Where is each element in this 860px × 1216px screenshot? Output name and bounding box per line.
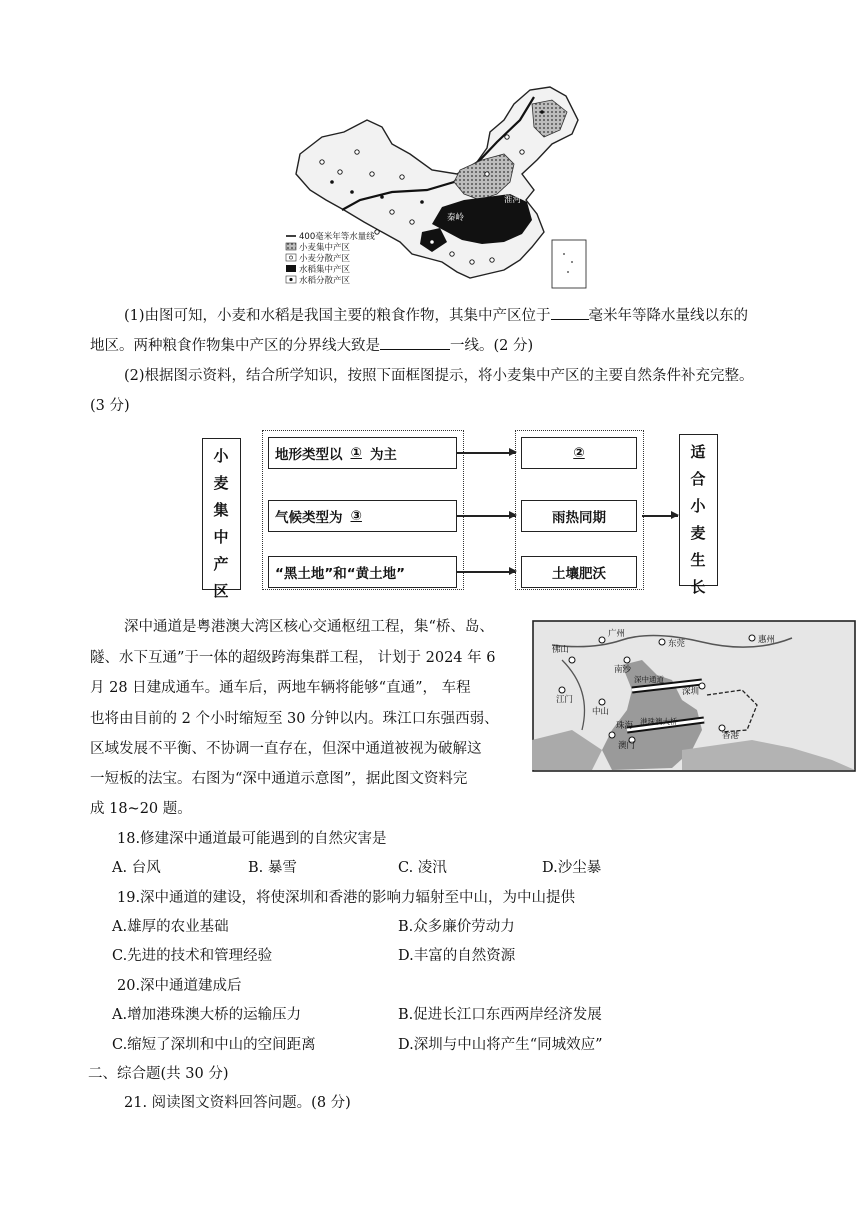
legend-label: 小麦集中产区 [299, 243, 351, 253]
climate-text: 气候类型为 [275, 510, 343, 526]
china-grain-map [282, 82, 592, 294]
q17-text: (1)由图可知，小麦和水稻是我国主要的粮食作物，其集中产区位于 [124, 308, 551, 324]
option-a[interactable]: A.增加港珠澳大桥的运输压力 [112, 1007, 302, 1023]
fertile-soil-text: 土壤肥沃 [552, 566, 606, 582]
flowchart-right-label: 适合小麦生长 [690, 443, 706, 596]
flowchart-rain-heat-box [521, 500, 637, 532]
passage-line: 也将由目前的 2 个小时缩短至 30 分钟以内。珠江口东强西弱、 [90, 711, 499, 727]
legend-label: 水稻集中产区 [299, 265, 351, 275]
place-label: 江门 [556, 695, 574, 705]
place-label: 广州 [608, 629, 626, 639]
option-a[interactable]: A. 台风 [112, 860, 161, 876]
legend-label: 小麦分散产区 [299, 254, 351, 264]
option-d[interactable]: D.深圳与中山将产生“同城效应” [398, 1037, 603, 1053]
blank-1[interactable]: ① [350, 445, 362, 461]
option-c[interactable]: C.缩短了深圳和中山的空间距离 [112, 1037, 316, 1053]
passage-line: 一短板的法宝。右图为“深中通道示意图”，据此图文资料完 [90, 771, 468, 787]
legend-label: 水稻分散产区 [299, 276, 351, 286]
blank-2[interactable]: ② [573, 445, 585, 461]
question-stem: 19.深中通道的建设，将使深圳和香港的影响力辐射至中山，为中山提供 [117, 890, 576, 906]
flowchart-left-label: 小麦集中产区 [213, 447, 229, 600]
option-d[interactable]: D.沙尘暴 [542, 860, 602, 876]
answer-blank[interactable] [380, 335, 450, 350]
place-label: 澳门 [618, 741, 636, 751]
place-label: 深中通道 [634, 675, 664, 684]
option-d[interactable]: D.丰富的自然资源 [398, 948, 516, 964]
q17-part1-line2 [90, 335, 533, 356]
place-label: 香港 [722, 731, 740, 741]
q17-part1-line1 [124, 305, 748, 326]
flowchart-fertile-soil-box [521, 556, 637, 588]
q17-part2-line2: (3 分) [90, 398, 130, 414]
arrow-right [456, 571, 516, 573]
arrow-right [456, 515, 516, 517]
section-heading: 二、综合题(共 30 分) [88, 1066, 229, 1082]
place-label: 东莞 [668, 639, 686, 649]
terrain-text-suffix: 为主 [369, 447, 397, 463]
passage-line: 月 28 日建成通车。通车后，两地车辆将能够“直通”， 车程 [90, 680, 471, 696]
place-label: 中山 [592, 707, 610, 717]
answer-blank[interactable] [551, 305, 589, 320]
flowchart-terrain-box [268, 437, 457, 469]
huaihe-label: 淮河 [504, 195, 522, 205]
q17-text: 一线。(2 分) [450, 338, 534, 354]
flowchart-right-box [679, 434, 718, 596]
place-label: 珠海 [616, 721, 634, 731]
passage-line: 成 18~20 题。 [90, 801, 192, 817]
q17-text: 毫米年等降水量线以东的 [588, 308, 749, 324]
place-label: 港珠澳大桥 [640, 717, 678, 726]
question-21: 21. 阅读图文资料回答问题。(8 分) [124, 1095, 351, 1111]
question-stem: 20.深中通道建成后 [117, 978, 242, 994]
option-b[interactable]: B.促进长江口东西两岸经济发展 [398, 1007, 602, 1023]
option-c[interactable]: C. 凌汛 [398, 860, 447, 876]
option-b[interactable]: B. 暴雪 [248, 860, 297, 876]
passage-line: 隧、水下互通”于一体的超级跨海集群工程， 计划于 2024 年 6 [90, 650, 496, 666]
terrain-text: 地形类型以 [275, 447, 343, 463]
rain-heat-text: 雨热同期 [552, 510, 606, 526]
place-label: 深圳 [682, 687, 700, 697]
flowchart-result-box-2 [521, 437, 637, 469]
passage-line: 深中通道是粤港澳大湾区核心交通枢纽工程，集“桥、岛、 [124, 619, 494, 635]
question-stem: 18.修建深中通道最可能遇到的自然灾害是 [117, 831, 387, 847]
q17-part2-line1: (2)根据图示资料，结合所学知识，按照下面框图提示，将小麦集中产区的主要自然条件补充完整。 [124, 368, 754, 384]
place-label: 惠州 [758, 635, 776, 645]
flowchart-climate-box [268, 500, 457, 532]
q17-text: 地区。两种粮食作物集中产区的分界线大致是 [90, 338, 380, 354]
place-label: 南沙 [614, 665, 632, 675]
flowchart-soil-box [268, 556, 457, 588]
legend-label: 400毫米年等水量线 [299, 232, 375, 242]
flowchart-left-box [202, 438, 241, 600]
place-label: 佛山 [552, 645, 570, 655]
arrow-right [642, 515, 678, 517]
option-a[interactable]: A.雄厚的农业基础 [112, 919, 229, 935]
south-china-sea-inset [552, 240, 586, 288]
shenzhong-link-map [532, 620, 856, 772]
arrow-right [456, 452, 516, 454]
passage-line: 区域发展不平衡、不协调一直存在，但深中通道被视为破解这 [90, 741, 482, 757]
option-c[interactable]: C.先进的技术和管理经验 [112, 948, 273, 964]
qinling-label: 秦岭 [447, 213, 465, 223]
soil-text: “黑土地”和“黄土地” [275, 566, 405, 582]
option-b[interactable]: B.众多廉价劳动力 [398, 919, 515, 935]
blank-3[interactable]: ③ [350, 508, 362, 524]
